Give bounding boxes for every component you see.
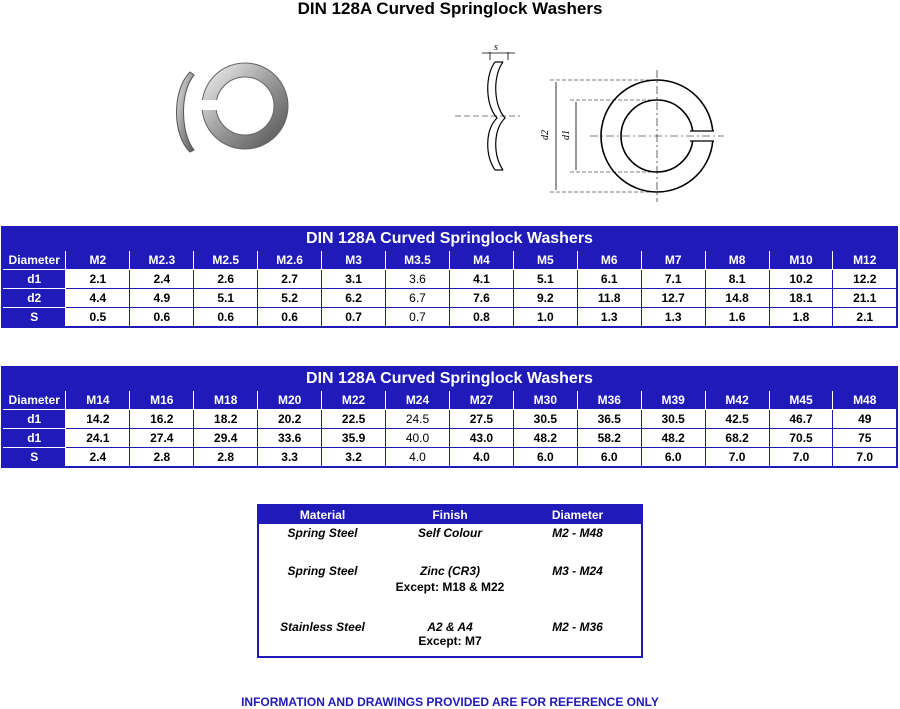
size-column-header: M18 — [194, 390, 258, 410]
size-column-header: M27 — [449, 390, 513, 410]
size-column-header: M2.5 — [194, 250, 258, 270]
size-column-header: M30 — [513, 390, 577, 410]
size-column-header: M5 — [513, 250, 577, 270]
value-cell: 40.0 — [386, 429, 450, 448]
table-row — [2, 429, 897, 448]
size-column-header: M45 — [769, 390, 833, 410]
size-column-header: M7 — [641, 250, 705, 270]
value-cell: 1.6 — [705, 308, 769, 328]
row-label: S — [2, 308, 66, 328]
size-column-header: M24 — [386, 390, 450, 410]
value-cell: 0.6 — [194, 308, 258, 328]
value-cell: 27.4 — [130, 429, 194, 448]
size-column-header: M39 — [641, 390, 705, 410]
value-cell: 9.2 — [513, 289, 577, 308]
size-column-header: M22 — [322, 390, 386, 410]
value-cell: 6.0 — [641, 448, 705, 468]
finish-cell — [386, 618, 514, 657]
value-cell: 3.6 — [386, 270, 450, 289]
value-cell: 16.2 — [130, 410, 194, 429]
value-cell: 46.7 — [769, 410, 833, 429]
header-material: Material — [258, 505, 386, 524]
dim-label-s: s — [494, 42, 498, 53]
diameter-cell: M3 - M24 — [552, 564, 603, 578]
value-cell: 27.5 — [449, 410, 513, 429]
material-cell: Spring Steel — [287, 526, 358, 540]
value-cell: 18.1 — [769, 289, 833, 308]
washer-front-view-drawing — [550, 70, 724, 202]
size-column-header: M20 — [258, 390, 322, 410]
value-cell: 1.8 — [769, 308, 833, 328]
value-cell: 1.3 — [577, 308, 641, 328]
value-cell: 1.0 — [513, 308, 577, 328]
diameter-header: Diameter — [2, 390, 66, 410]
value-cell: 7.0 — [705, 448, 769, 468]
value-cell: 2.4 — [66, 448, 130, 468]
size-column-header: M14 — [66, 390, 130, 410]
value-cell: 4.0 — [449, 448, 513, 468]
row-label: S — [2, 448, 66, 468]
value-cell: 4.1 — [449, 270, 513, 289]
row-label: d1 — [2, 429, 66, 448]
value-cell: 42.5 — [705, 410, 769, 429]
value-cell: 2.1 — [833, 308, 897, 328]
table-row — [258, 562, 642, 618]
size-column-header: M2 — [66, 250, 130, 270]
value-cell: 6.2 — [322, 289, 386, 308]
value-cell: 75 — [833, 429, 897, 448]
diameter-header: Diameter — [2, 250, 66, 270]
value-cell: 5.2 — [258, 289, 322, 308]
value-cell: 35.9 — [322, 429, 386, 448]
value-cell: 1.3 — [641, 308, 705, 328]
value-cell: 2.8 — [194, 448, 258, 468]
finish-cell — [386, 562, 514, 618]
page-title: DIN 128A Curved Springlock Washers — [297, 0, 603, 18]
value-cell: 6.0 — [577, 448, 641, 468]
value-cell: 12.7 — [641, 289, 705, 308]
material-cell: Stainless Steel — [280, 620, 365, 634]
finish-text: Zinc (CR3) — [420, 564, 480, 578]
table-row — [258, 524, 642, 562]
value-cell: 2.8 — [130, 448, 194, 468]
value-cell: 0.7 — [322, 308, 386, 328]
diameter-cell: M2 - M48 — [552, 526, 603, 540]
size-column-header: M36 — [577, 390, 641, 410]
dim-label-d1: d1 — [561, 130, 572, 140]
value-cell: 3.3 — [258, 448, 322, 468]
value-cell: 12.2 — [833, 270, 897, 289]
value-cell: 14.8 — [705, 289, 769, 308]
value-cell: 0.8 — [449, 308, 513, 328]
finish-cell — [386, 524, 514, 562]
table-row — [2, 289, 897, 308]
size-column-header: M8 — [705, 250, 769, 270]
value-cell: 5.1 — [513, 270, 577, 289]
value-cell: 6.1 — [577, 270, 641, 289]
value-cell: 18.2 — [194, 410, 258, 429]
value-cell: 8.1 — [705, 270, 769, 289]
value-cell: 70.5 — [769, 429, 833, 448]
size-column-header: M3 — [322, 250, 386, 270]
value-cell: 58.2 — [577, 429, 641, 448]
size-column-header: M10 — [769, 250, 833, 270]
value-cell: 36.5 — [577, 410, 641, 429]
table-row — [258, 618, 642, 657]
row-label: d2 — [2, 289, 66, 308]
value-cell: 7.0 — [833, 448, 897, 468]
value-cell: 29.4 — [194, 429, 258, 448]
value-cell: 2.4 — [130, 270, 194, 289]
finish-note: Except: M7 — [418, 634, 482, 648]
value-cell: 33.6 — [258, 429, 322, 448]
size-column-header: M3.5 — [386, 250, 450, 270]
table-row — [2, 270, 897, 289]
value-cell: 4.9 — [130, 289, 194, 308]
value-cell: 4.4 — [66, 289, 130, 308]
material-finish-table — [257, 504, 643, 658]
value-cell: 7.0 — [769, 448, 833, 468]
value-cell: 48.2 — [641, 429, 705, 448]
size-column-header: M6 — [577, 250, 641, 270]
value-cell: 10.2 — [769, 270, 833, 289]
spec-table-small-sizes — [1, 226, 898, 328]
value-cell: 21.1 — [833, 289, 897, 308]
value-cell: 22.5 — [322, 410, 386, 429]
value-cell: 30.5 — [641, 410, 705, 429]
value-cell: 0.6 — [258, 308, 322, 328]
value-cell: 24.5 — [386, 410, 450, 429]
size-column-header: M16 — [130, 390, 194, 410]
value-cell: 24.1 — [66, 429, 130, 448]
value-cell: 6.0 — [513, 448, 577, 468]
value-cell: 0.5 — [66, 308, 130, 328]
value-cell: 2.6 — [194, 270, 258, 289]
size-column-header: M4 — [449, 250, 513, 270]
header-finish: Finish — [386, 505, 514, 524]
size-column-header: M12 — [833, 250, 897, 270]
value-cell: 4.0 — [386, 448, 450, 468]
washer-side-view-drawing — [455, 52, 520, 170]
size-column-header: M2.3 — [130, 250, 194, 270]
table-row — [2, 308, 897, 328]
disclaimer: INFORMATION AND DRAWINGS PROVIDED ARE FOR REFERENCE ONLY — [241, 695, 659, 709]
value-cell: 2.7 — [258, 270, 322, 289]
table-row — [2, 448, 897, 468]
dim-label-d2: d2 — [540, 130, 551, 140]
value-cell: 6.7 — [386, 289, 450, 308]
value-cell: 30.5 — [513, 410, 577, 429]
value-cell: 2.1 — [66, 270, 130, 289]
value-cell: 49 — [833, 410, 897, 429]
finish-text: Self Colour — [417, 526, 482, 540]
row-label: d1 — [2, 410, 66, 429]
value-cell: 7.1 — [641, 270, 705, 289]
size-column-header: M48 — [833, 390, 897, 410]
table-row — [2, 410, 897, 429]
washer-side-photo — [177, 72, 195, 152]
value-cell: 68.2 — [705, 429, 769, 448]
washer-front-photo — [200, 63, 288, 149]
washer-drawings — [0, 30, 900, 210]
finish-note: Except: M18 & M22 — [395, 580, 505, 594]
value-cell: 43.0 — [449, 429, 513, 448]
value-cell: 3.2 — [322, 448, 386, 468]
row-label: d1 — [2, 270, 66, 289]
table-title: DIN 128A Curved Springlock Washers — [2, 367, 897, 390]
size-column-header: M42 — [705, 390, 769, 410]
value-cell: 11.8 — [577, 289, 641, 308]
table-title: DIN 128A Curved Springlock Washers — [2, 227, 897, 250]
value-cell: 48.2 — [513, 429, 577, 448]
value-cell: 0.6 — [130, 308, 194, 328]
value-cell: 5.1 — [194, 289, 258, 308]
diameter-cell: M2 - M36 — [552, 620, 603, 634]
finish-text: A2 & A4 — [427, 620, 473, 634]
spec-table-large-sizes — [1, 366, 898, 468]
header-diameter: Diameter — [514, 505, 642, 524]
value-cell: 20.2 — [258, 410, 322, 429]
value-cell: 3.1 — [322, 270, 386, 289]
value-cell: 7.6 — [449, 289, 513, 308]
value-cell: 0.7 — [386, 308, 450, 328]
value-cell: 14.2 — [66, 410, 130, 429]
material-cell: Spring Steel — [287, 564, 358, 578]
size-column-header: M2.6 — [258, 250, 322, 270]
